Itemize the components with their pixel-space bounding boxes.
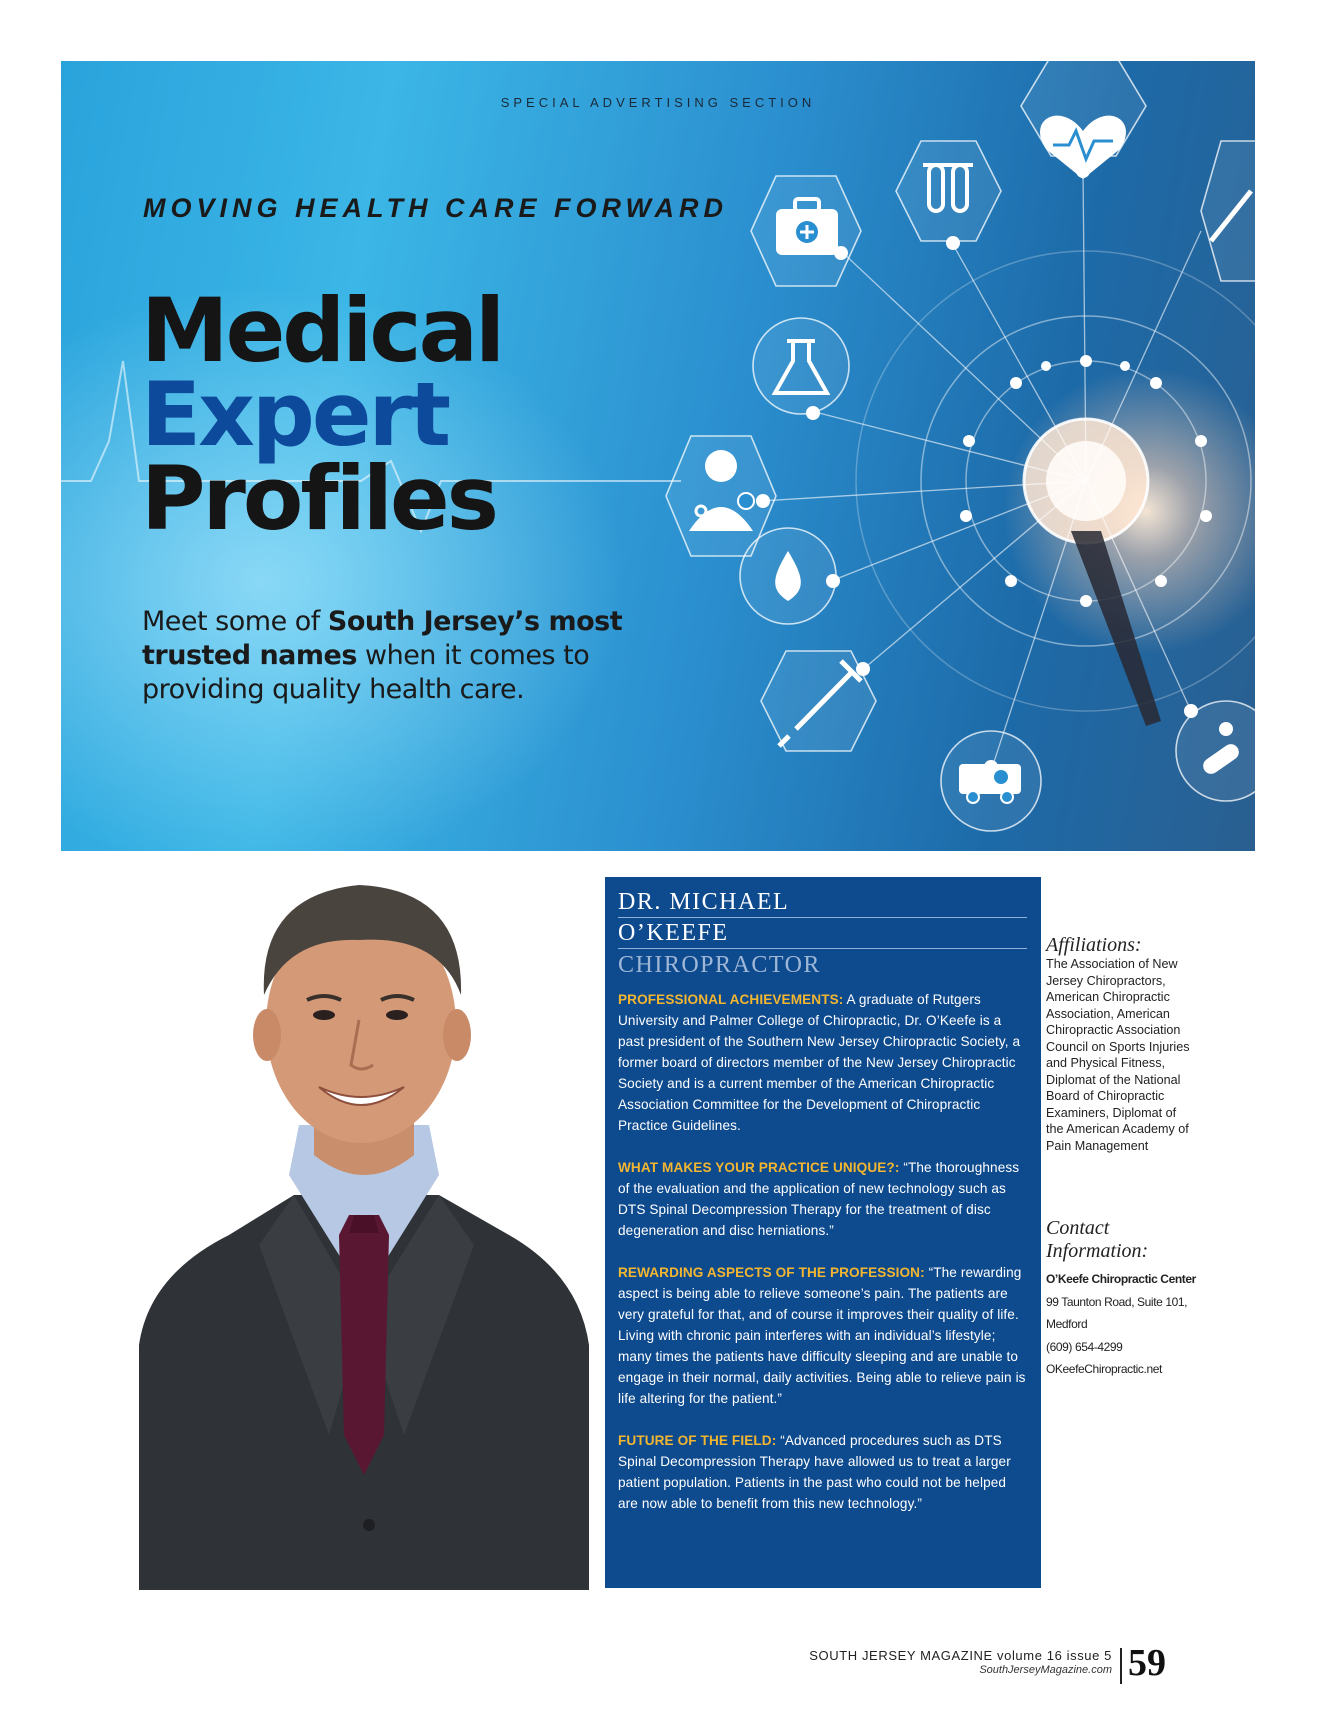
contact-heading-line-1: Contact xyxy=(1046,1217,1110,1239)
section-achievements xyxy=(618,989,1027,1136)
section-text: “The rewarding aspect is being able to relieve someone’s pain. The patients are very grateful for that, and of course it improves their quality of life. Living with chronic pain interferes with an individual’s lifestyle; many times the patients have difficulty sleeping and are unable to engage in their normal, daily activities. Being able to relieve pain is life altering for the patient.” xyxy=(618,1265,1026,1406)
headline-line-2: Expert xyxy=(141,363,449,466)
affiliations-text: The Association of New Jersey Chiropractors, American Chiropractic Association, American Chiropractic Association Council on Sports Injuries and Physical Fitness, Diplomat of the National Board of Chiropractic Examiners, Diplomat of the American Academy of Pain Management xyxy=(1046,957,1190,1153)
contact-address-1: 99 Taunton Road, Suite 101, xyxy=(1046,1294,1188,1309)
section-label: WHAT MAKES YOUR PRACTICE UNIQUE?: xyxy=(618,1160,900,1175)
footer-site[interactable]: SouthJerseyMagazine.com xyxy=(979,1664,1112,1676)
section-unique xyxy=(618,1157,1027,1241)
profile-title: CHIROPRACTOR xyxy=(618,952,821,978)
affiliations-heading: Affiliations: xyxy=(1046,934,1142,956)
special-section-label: SPECIAL ADVERTISING SECTION xyxy=(500,95,816,110)
profile-panel xyxy=(605,877,1041,1588)
section-text: “The thoroughness of the evaluation and the application of new technology such as DTS Spinal Decompression Therapy for the treatment of disc degeneration and disc herniations.” xyxy=(618,1160,1020,1238)
section-label: FUTURE OF THE FIELD: xyxy=(618,1433,777,1448)
subhead-part-2: when it comes to providing quality health care. xyxy=(142,640,590,705)
page-number: 59 xyxy=(1128,1642,1166,1684)
contact-heading xyxy=(1046,1217,1148,1263)
footer-magazine: SOUTH JERSEY MAGAZINE volume 16 issue 5 xyxy=(809,1648,1112,1663)
kicker: MOVING HEALTH CARE FORWARD xyxy=(143,193,728,223)
subhead-part-1: Meet some of xyxy=(142,606,328,637)
contact-name: O’Keefe Chiropractic Center xyxy=(1046,1272,1196,1286)
headline xyxy=(141,279,503,550)
profile-name-line-2: O’KEEFE xyxy=(618,918,1027,949)
subhead xyxy=(142,605,662,707)
contact-heading-line-2: Information: xyxy=(1046,1240,1149,1262)
footer-folio xyxy=(790,1648,1112,1676)
section-rewarding xyxy=(618,1262,1027,1409)
profile-name-line-1: DR. MICHAEL xyxy=(618,887,1027,918)
doctor-portrait xyxy=(139,875,589,1590)
section-text: “Advanced procedures such as DTS Spinal Decompression Therapy have allowed us to treat a larger patient population. Patients in the past who could not be helped are now able to benefit from this new technology.” xyxy=(618,1433,1011,1511)
hero-banner xyxy=(61,61,1255,851)
section-label: REWARDING ASPECTS OF THE PROFESSION: xyxy=(618,1265,925,1280)
contact-website[interactable]: OKeefeChiropractic.net xyxy=(1046,1362,1162,1376)
footer-divider xyxy=(1120,1648,1122,1684)
contact-address-2: Medford xyxy=(1046,1317,1088,1331)
subhead-bold: South Jersey’s most trusted names xyxy=(142,606,623,671)
headline-line-3: Profiles xyxy=(141,447,497,550)
headline-line-1: Medical xyxy=(141,279,503,382)
contact-phone: (609) 654-4299 xyxy=(1046,1339,1123,1354)
section-text: A graduate of Rutgers University and Palmer College of Chiropractic, Dr. O’Keefe is a past president of the Southern New Jersey Chiropractic Society, a former board of directors member of the New Jersey Chiropractic Society and is a current member of the American Chiropractic Association Committee for the Development of Chiropractic Practice Guidelines. xyxy=(618,992,1021,1133)
contact-details xyxy=(1046,1268,1216,1381)
section-label: PROFESSIONAL ACHIEVEMENTS: xyxy=(618,992,844,1007)
section-future xyxy=(618,1430,1027,1514)
